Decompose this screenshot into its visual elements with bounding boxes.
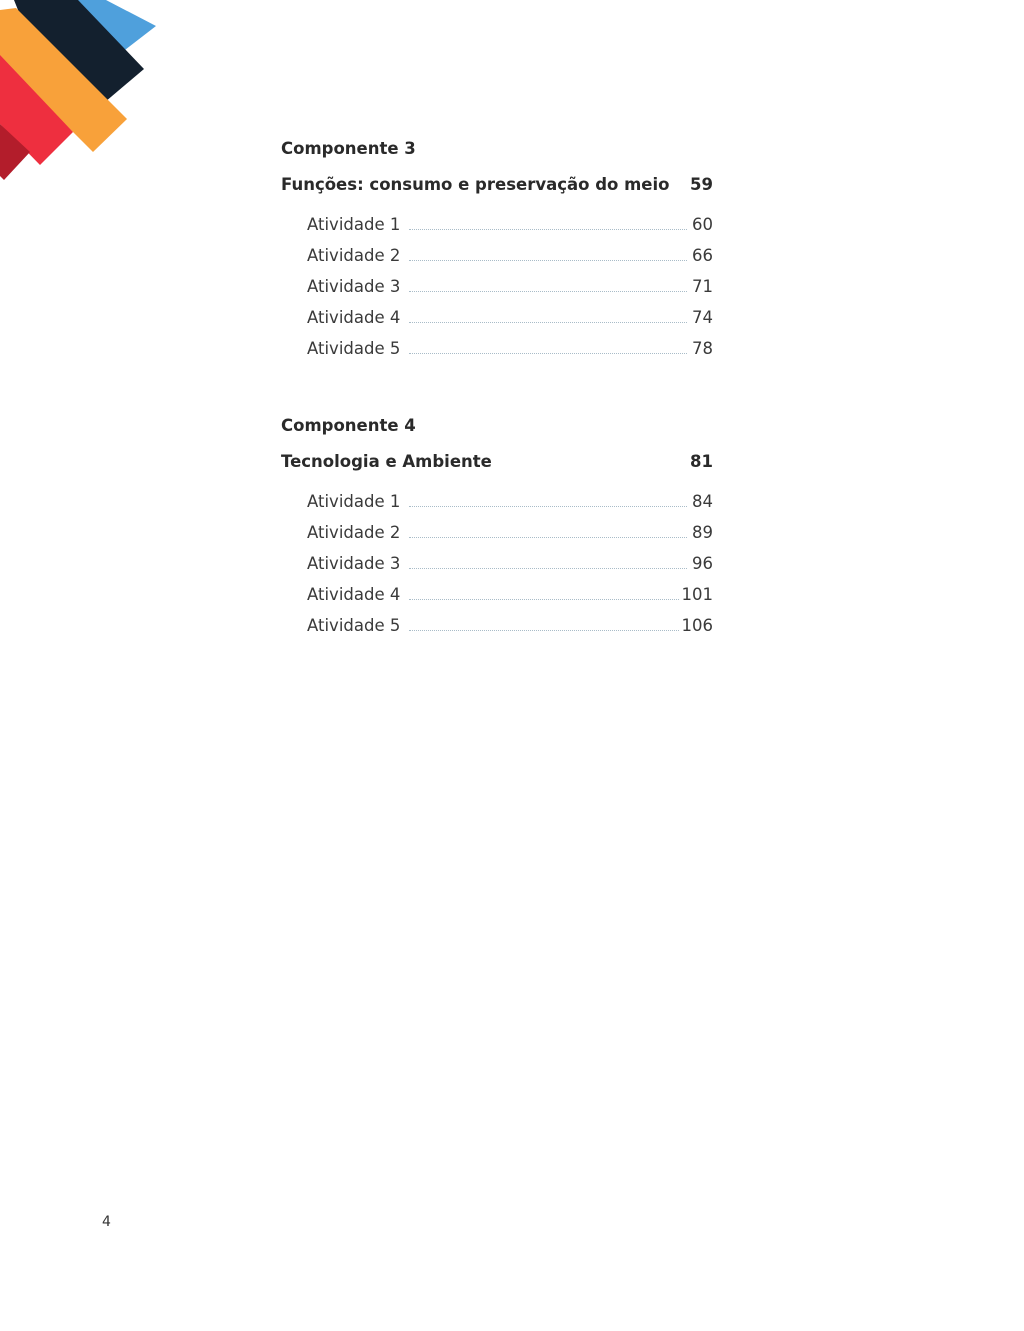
activity-page: 101 <box>681 585 713 604</box>
dot-leader <box>409 537 687 538</box>
component-3-label: Componente 3 <box>281 139 416 158</box>
component-4-title-row[interactable] <box>281 452 713 474</box>
component-4-page: 81 <box>690 452 713 471</box>
activity-page: 106 <box>681 616 713 635</box>
activity-page: 84 <box>692 492 713 511</box>
activity-page: 96 <box>692 554 713 573</box>
component-4-title: Tecnologia e Ambiente <box>281 452 492 471</box>
page-number: 4 <box>102 1214 111 1230</box>
activity-label: Atividade 4 <box>307 585 406 604</box>
dot-leader <box>409 229 687 230</box>
activity-label: Atividade 1 <box>307 215 406 234</box>
toc-entry-c4-atividade-5[interactable] <box>307 616 713 647</box>
dot-leader <box>409 260 687 261</box>
activity-page: 60 <box>692 215 713 234</box>
toc-entry-c3-atividade-3[interactable] <box>307 277 713 308</box>
activity-page: 66 <box>692 246 713 265</box>
activity-label: Atividade 3 <box>307 277 406 296</box>
activity-label: Atividade 5 <box>307 616 406 635</box>
activity-page: 71 <box>692 277 713 296</box>
component-3-title-row[interactable] <box>281 175 713 197</box>
corner-stripes-decoration <box>0 0 170 190</box>
dot-leader <box>409 599 687 600</box>
activity-label: Atividade 2 <box>307 523 406 542</box>
activity-label: Atividade 5 <box>307 339 406 358</box>
component-3-title: Funções: consumo e preservação do meio <box>281 175 670 194</box>
toc-entry-c4-atividade-4[interactable] <box>307 585 713 616</box>
toc-entry-c3-atividade-5[interactable] <box>307 339 713 370</box>
activity-label: Atividade 1 <box>307 492 406 511</box>
dot-leader <box>409 291 687 292</box>
component-3-page: 59 <box>690 175 713 194</box>
toc-entry-c3-atividade-2[interactable] <box>307 246 713 277</box>
toc-entry-c4-atividade-2[interactable] <box>307 523 713 554</box>
dot-leader <box>409 322 687 323</box>
activity-page: 89 <box>692 523 713 542</box>
activity-label: Atividade 3 <box>307 554 406 573</box>
dot-leader <box>409 630 687 631</box>
dot-leader <box>409 568 687 569</box>
dot-leader <box>409 353 687 354</box>
component-3-activity-list <box>307 215 713 370</box>
toc-entry-c3-atividade-4[interactable] <box>307 308 713 339</box>
activity-label: Atividade 2 <box>307 246 406 265</box>
dot-leader <box>409 506 687 507</box>
toc-entry-c4-atividade-1[interactable] <box>307 492 713 523</box>
activity-page: 74 <box>692 308 713 327</box>
toc-entry-c3-atividade-1[interactable] <box>307 215 713 246</box>
activity-page: 78 <box>692 339 713 358</box>
component-4-activity-list <box>307 492 713 647</box>
toc-entry-c4-atividade-3[interactable] <box>307 554 713 585</box>
component-4-label: Componente 4 <box>281 416 416 435</box>
activity-label: Atividade 4 <box>307 308 406 327</box>
